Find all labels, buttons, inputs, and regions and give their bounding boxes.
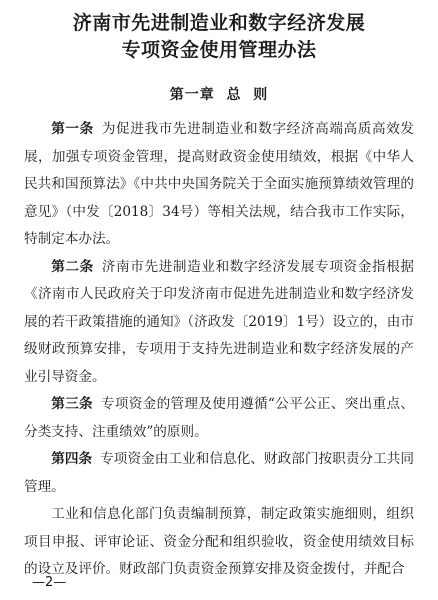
article-4-label: 第四条: [51, 451, 93, 467]
chapter-heading: 第一章 总 则: [169, 87, 269, 103]
article-3: [24, 391, 414, 446]
article-3-text: 专项资金的管理及使用遵循“公平公正、突出重点、分类支持、注重绩效”的原则。: [24, 396, 415, 440]
article-1: [24, 116, 414, 254]
article-4-continuation: 工业和信息化部门负责编制预算，制定政策实施细则，组织项目申报、评审论证、资金分配和组织验收，资金使用绩效目标的设立及评价。财政部门负责资金预算安排及资金拨付，并配合: [24, 506, 414, 577]
page-number: —2—: [32, 575, 67, 590]
article-4-text: 专项资金由工业和信息化、财政部门按职责分工共同管理。: [24, 451, 415, 495]
document-title: [24, 10, 414, 64]
article-2: [24, 254, 414, 392]
article-4: [24, 446, 414, 501]
article-1-label: 第一条: [51, 121, 94, 137]
document-title-line-1: 济南市先进制造业和数字经济发展: [72, 12, 366, 34]
article-2-label: 第二条: [51, 258, 94, 275]
article-3-label: 第三条: [51, 396, 93, 412]
document-title-line-2: 专项资金使用管理办法: [121, 39, 317, 61]
article-2-text: 济南市先进制造业和数字经济发展专项资金指根据《济南市人民政府关于印发济南市促进先进制造业和数字经济发展的若干政策措施的通知》（济政发〔2019〕1号）设立的，由市级财政预算安排，专项用于支持先进制造业和数字经济发展的产业引导资金。: [24, 258, 415, 385]
article-1-text: 为促进我市先进制造业和数字经济高端高质高效发展，加强专项资金管理，提高财政资金使用绩效，根据《中华人民共和国预算法》《中共中央国务院关于全面实施预算绩效管理的意见》（中发〔2018〕34号）等相关法规，结合我市工作实际，特制定本办法。: [24, 121, 415, 247]
